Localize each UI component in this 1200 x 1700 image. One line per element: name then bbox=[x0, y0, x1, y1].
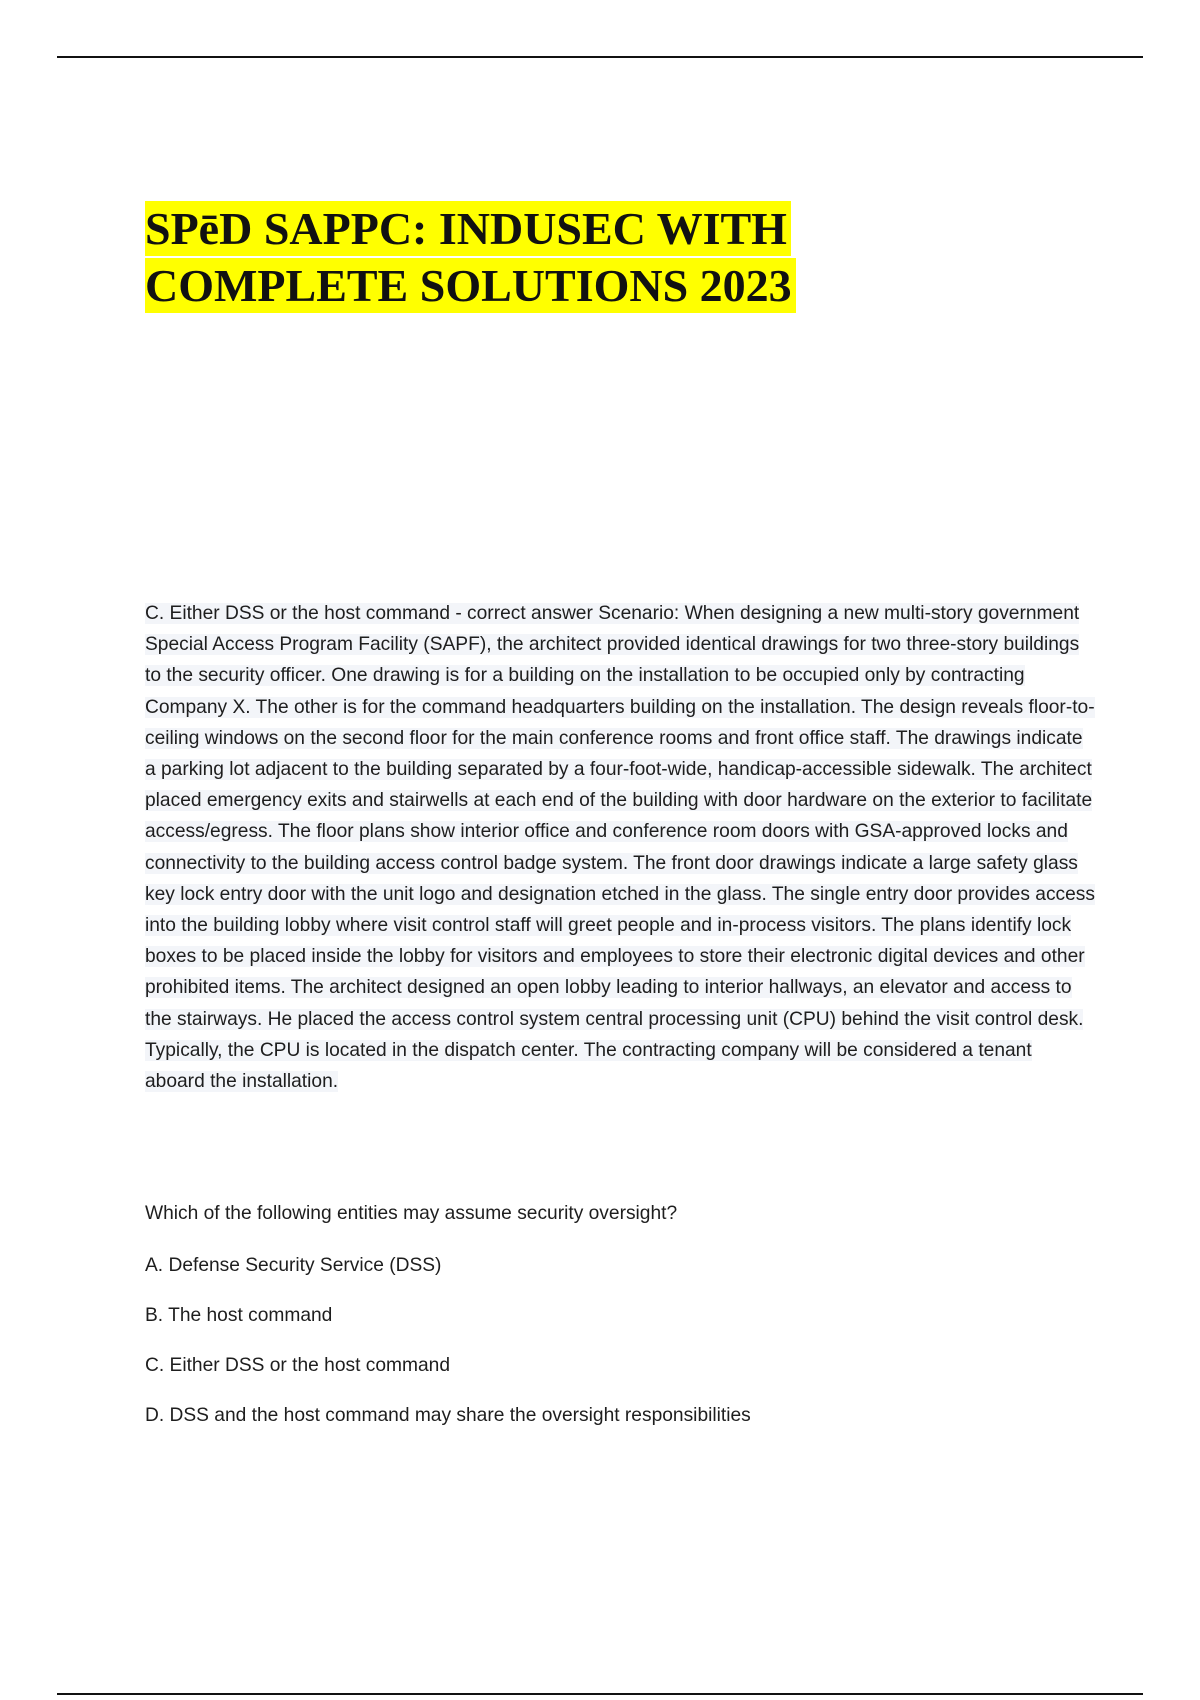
bottom-rule bbox=[57, 1693, 1143, 1695]
answer-passage-text: C. Either DSS or the host command - correct answer Scenario: When designing a new multi-story government Special Access Program Facility (SAPF), the architect provided identical drawings for two three-story buildings to the security officer. One drawing is for a building on the installation to be occupied only by contracting Company X. The other is for the command headquarters building on the installation. The design reveals floor-to-ceiling windows on the second floor for the main conference rooms and front office staff. The drawings indicate a parking lot adjacent to the building separated by a four-foot-wide, handicap-accessible sidewalk. The architect placed emergency exits and stairwells at each end of the building with door hardware on the exterior to facilitate access/egress. The floor plans show interior office and conference room doors with GSA-approved locks and connectivity to the building access control badge system. The front door drawings indicate a large safety glass key lock entry door with the unit logo and designation etched in the glass. The single entry door provides access into the building lobby where visit control staff will greet people and in-process visitors. The plans identify lock boxes to be placed inside the lobby for visitors and employees to store their electronic digital devices and other prohibited items. The architect designed an open lobby leading to interior hallways, an elevator and access to the stairways. He placed the access control system central processing unit (CPU) behind the visit control desk. Typically, the CPU is located in the dispatch center. The contracting company will be considered a tenant aboard the installation. bbox=[145, 603, 1095, 1093]
answer-passage bbox=[145, 598, 1095, 1097]
option-b: B. The host command bbox=[145, 1305, 333, 1326]
top-rule bbox=[57, 56, 1143, 58]
answer-options bbox=[145, 1252, 751, 1452]
question-text: Which of the following entities may assume security oversight? bbox=[145, 1203, 678, 1224]
option-c: C. Either DSS or the host command bbox=[145, 1355, 450, 1376]
option-d: D. DSS and the host command may share the oversight responsibilities bbox=[145, 1405, 751, 1426]
option-a: A. Defense Security Service (DSS) bbox=[145, 1255, 442, 1276]
document-title bbox=[145, 200, 865, 314]
title-highlight: SPēD SAPPC: INDUSEC WITH COMPLETE SOLUTIONS 2023 bbox=[145, 201, 796, 313]
